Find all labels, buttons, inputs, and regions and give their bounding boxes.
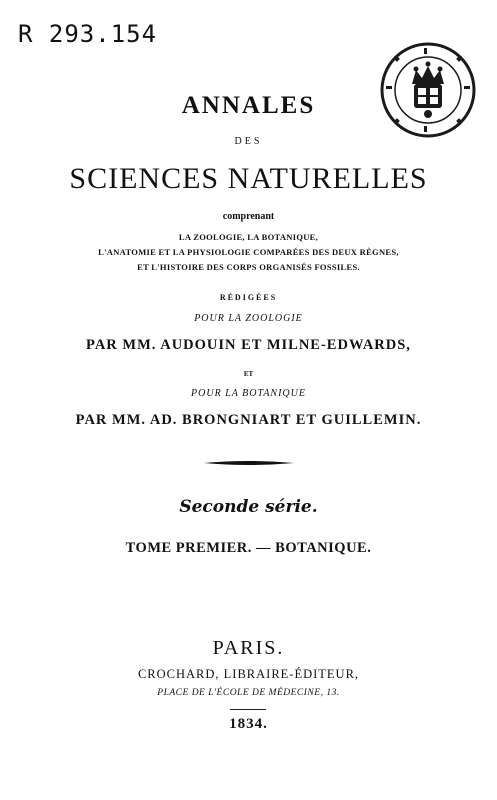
pour-zoologie-label: POUR LA ZOOLOGIE [194, 313, 303, 324]
library-stamp-icon [378, 40, 478, 140]
botany-editors: PAR MM. AD. BRONGNIART ET GUILLEMIN. [75, 412, 422, 428]
shelfmark: R 293.154 [18, 20, 158, 48]
volume-label: TOME PREMIER. — BOTANIQUE. [125, 540, 372, 556]
imprint-publisher: CROCHARD, LIBRAIRE-ÉDITEUR, [137, 667, 360, 681]
imprint-year: 1834. [229, 716, 268, 732]
imprint-city: PARIS. [212, 637, 285, 659]
scope-line-1: LA ZOOLOGIE, LA BOTANIQUE, [178, 232, 319, 242]
imprint-address: PLACE DE L'ÉCOLE DE MÉDECINE, 13. [157, 688, 340, 698]
scope-line-2: L'ANATOMIE ET LA PHYSIOLOGIE COMPARÉES DES DEUX RÈGNES, [98, 247, 399, 257]
subtitle-comprenant: comprenant [222, 211, 275, 222]
title-annales: ANNALES [181, 92, 316, 119]
title-des: DES [234, 136, 263, 147]
rediges-label: RÉDIGÉES [219, 293, 278, 302]
pour-botanique-label: POUR LA BOTANIQUE [191, 388, 306, 399]
series-label: Seconde série. [179, 497, 318, 517]
zoology-editors: PAR MM. AUDOUIN ET MILNE-EDWARDS, [86, 337, 411, 353]
imprint-divider [230, 709, 266, 710]
ornamental-rule [204, 460, 294, 466]
scope-line-3: ET L'HISTOIRE DES CORPS ORGANISÉS FOSSILES. [137, 262, 360, 272]
title-sciences-naturelles: SCIENCES NATURELLES [69, 162, 428, 195]
et-label: ET [243, 370, 254, 378]
